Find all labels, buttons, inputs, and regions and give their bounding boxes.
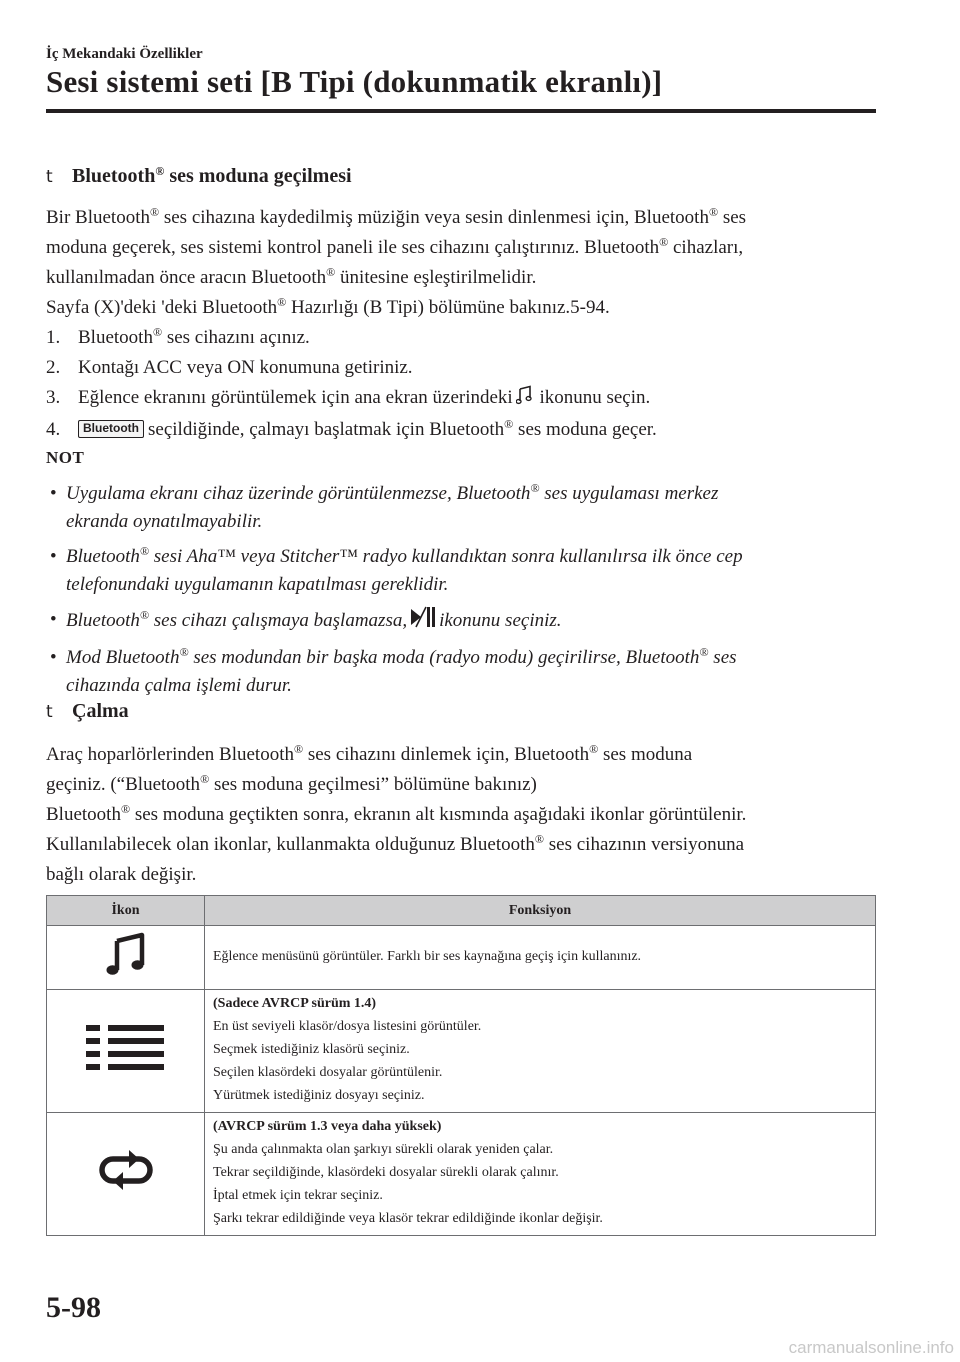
section-label: İç Mekandaki Özellikler bbox=[46, 46, 203, 62]
section-heading-bluetooth-mode bbox=[46, 165, 352, 188]
note-item: • Bluetooth® ses cihazı çalışmaya başlamazsa, ikonunu seçiniz. bbox=[50, 606, 880, 637]
section-body-bluetooth-mode bbox=[46, 203, 886, 445]
note-title: NOT bbox=[46, 448, 85, 467]
table-row bbox=[47, 990, 876, 1113]
paragraph-line: Sayfa (X)'deki 'deki Bluetooth® Hazırlığı (B Tipi) bölümüne bakınız.5-94. bbox=[46, 295, 610, 318]
repeat-icon bbox=[47, 1113, 205, 1236]
step-item: 2. Kontağı ACC veya ON konumuna getiriniz. bbox=[46, 357, 413, 378]
section-bullet: t bbox=[46, 167, 53, 187]
step-item: 4. Bluetooth seçildiğinde, çalmayı başlatmak için Bluetooth® ses moduna geçer. bbox=[46, 417, 657, 440]
section-body-playback bbox=[46, 740, 886, 890]
bluetooth-button[interactable]: Bluetooth bbox=[78, 420, 144, 438]
paragraph-line: moduna geçerek, ses sistemi kontrol paneli ile ses cihazını çalıştırınız. Bluetooth® cihazları, bbox=[46, 235, 744, 258]
paragraph-line: Araç hoparlörlerinden Bluetooth® ses cihazını dinlemek için, Bluetooth® ses moduna bbox=[46, 742, 693, 765]
note-item: • Mod Bluetooth® ses modundan bir başka moda (radyo modu) geçirilirse, Bluetooth® ses cihazında çalma işlemi durur. bbox=[50, 645, 737, 696]
paragraph-line: Bir Bluetooth® ses cihazına kaydedilmiş müziğin veya sesin dinlenmesi için, Bluetooth® ses bbox=[46, 205, 747, 228]
step-item: 3. Eğlence ekranını görüntülemek için ana ekran üzerindeki ikonunu seçin. bbox=[46, 383, 886, 415]
paragraph-line: geçiniz. (“Bluetooth® ses moduna geçilmesi” bölümüne bakınız) bbox=[46, 772, 537, 795]
note-list bbox=[50, 480, 880, 707]
step-item: 1. Bluetooth® ses cihazını açınız. bbox=[46, 325, 310, 348]
note-item: • Bluetooth® sesi Aha™ veya Stitcher™ radyo kullandıktan sonra kullanılırsa ilk önce cep telefonundaki uygulamanın kapatılması gereklidir. bbox=[50, 544, 743, 595]
function-description: Eğlence menüsünü görüntüler. Farklı bir ses kaynağına geçiş için kullanınız. bbox=[205, 926, 876, 990]
heading-text: Bluetooth bbox=[72, 165, 156, 187]
section-bullet: t bbox=[46, 702, 53, 722]
function-description: (AVRCP sürüm 1.3 veya daha yüksek) Şu anda çalınmakta olan şarkıyı sürekli olarak yeniden çalar. Tekrar seçildiğinde, klasördeki dosyalar sürekli olarak çalınır. İptal etmek için tekrar seçiniz. Şarkı tekrar edildiğinde veya klasör tekrar edildiğinde ikonlar değişir. bbox=[205, 1113, 876, 1236]
paragraph-line: Bluetooth® ses moduna geçtikten sonra, ekranın alt kısmında aşağıdaki ikonlar görüntülenir. bbox=[46, 802, 747, 825]
paragraph-line: Kullanılabilecek olan ikonlar, kullanmakta olduğunuz Bluetooth® ses cihazının versiyonuna bbox=[46, 832, 745, 855]
title-divider bbox=[46, 109, 876, 113]
table-header-row bbox=[47, 896, 876, 926]
table-row bbox=[47, 926, 876, 990]
play-pause-icon bbox=[410, 606, 436, 637]
function-description: (Sadece AVRCP sürüm 1.4) En üst seviyeli klasör/dosya listesini görüntüler. Seçmek istediğiniz klasörü seçiniz. Seçilen klasördeki dosyalar görüntülenir. Yürütmek istediğiniz dosyayı seçiniz. bbox=[205, 990, 876, 1113]
music-note-icon bbox=[516, 385, 532, 415]
icon-function-table bbox=[46, 895, 876, 1236]
table-row bbox=[47, 1113, 876, 1236]
page-number: 5-98 bbox=[46, 1291, 101, 1324]
page-title: Sesi sistemi seti [B Tipi (dokunmatik ekranlı)] bbox=[46, 64, 663, 99]
heading-text: Çalma bbox=[72, 700, 129, 722]
list-icon bbox=[47, 990, 205, 1113]
header-icon: İkon bbox=[47, 896, 205, 926]
music-note-icon bbox=[47, 926, 205, 990]
paragraph-line: bağlı olarak değişir. bbox=[46, 864, 197, 885]
paragraph-line: kullanılmadan önce aracın Bluetooth® ünitesine eşleştirilmelidir. bbox=[46, 265, 537, 288]
section-heading-playback bbox=[46, 700, 129, 723]
watermark: carmanualsonline.info bbox=[788, 1338, 954, 1357]
heading-text: ses moduna geçilmesi bbox=[164, 165, 352, 187]
header-function: Fonksiyon bbox=[205, 896, 876, 926]
registered-mark: ® bbox=[155, 164, 165, 178]
note-item: • Uygulama ekranı cihaz üzerinde görüntülenmezse, Bluetooth® ses uygulaması merkez ekranda oynatılmayabilir. bbox=[50, 481, 719, 532]
